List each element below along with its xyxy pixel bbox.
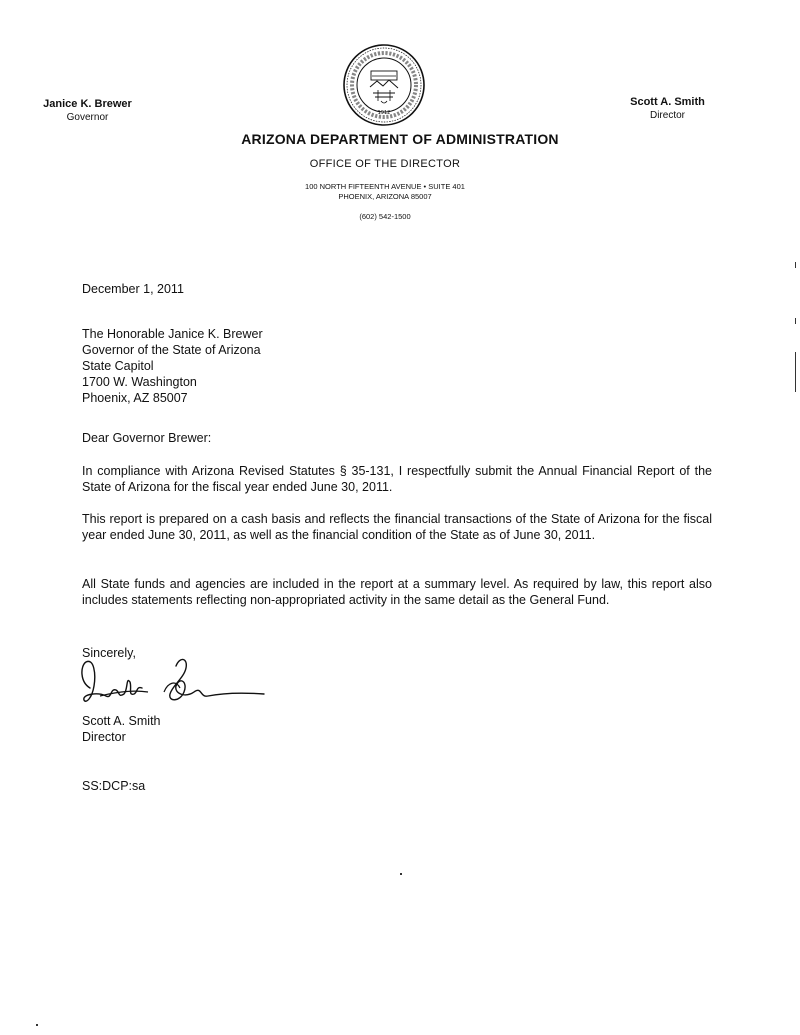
scan-speck	[36, 1024, 38, 1026]
salutation: Dear Governor Brewer:	[82, 431, 212, 445]
agency-name: ARIZONA DEPARTMENT OF ADMINISTRATION	[241, 131, 559, 147]
governor-name: Janice K. Brewer	[43, 98, 132, 110]
scan-speck	[795, 352, 796, 392]
director-name: Scott A. Smith	[630, 96, 705, 108]
governor-title: Governor	[66, 112, 109, 123]
great-seal-of-arizona-icon	[342, 43, 426, 127]
reference-initials: SS:DCP:sa	[82, 779, 146, 793]
recipient-line: 1700 W. Washington	[82, 375, 197, 389]
recipient-line: State Capitol	[82, 359, 154, 373]
office-address-line2: PHOENIX, ARIZONA 85007	[338, 192, 432, 201]
letter-date: December 1, 2011	[82, 282, 184, 296]
office-address-line1: 100 NORTH FIFTEENTH AVENUE • SUITE 401	[305, 182, 465, 191]
body-paragraph-3: All State funds and agencies are included in the report at a summary level. As required by law, this report also includes statements reflecting non-appropriated activity in the same detail as the General Fund.	[82, 577, 712, 607]
scan-speck	[795, 318, 796, 324]
office-phone: (602) 542-1500	[359, 212, 411, 221]
recipient-line: Governor of the State of Arizona	[82, 343, 261, 357]
seal-year: 1912	[377, 110, 391, 116]
office-name: OFFICE OF THE DIRECTOR	[309, 158, 461, 170]
signer-title: Director	[82, 730, 126, 744]
handwritten-signature-icon	[76, 652, 276, 714]
recipient-line: Phoenix, AZ 85007	[82, 391, 188, 405]
signer-name: Scott A. Smith	[82, 714, 161, 728]
scan-speck	[795, 262, 796, 268]
recipient-line: The Honorable Janice K. Brewer	[82, 327, 263, 341]
director-title: Director	[649, 110, 685, 121]
closing: Sincerely,	[82, 646, 136, 660]
scan-speck	[400, 873, 402, 875]
recipient-address	[82, 326, 263, 406]
body-paragraph-1: In compliance with Arizona Revised Statutes § 35-131, I respectfully submit the Annual Financial Report of the State of Arizona for the fiscal year ended June 30, 2011.	[82, 464, 712, 494]
body-paragraph-2: This report is prepared on a cash basis and reflects the financial transactions of the State of Arizona for the fiscal year ended June 30, 2011, as well as the financial condition of the State as of June 30, 2011.	[82, 512, 712, 542]
